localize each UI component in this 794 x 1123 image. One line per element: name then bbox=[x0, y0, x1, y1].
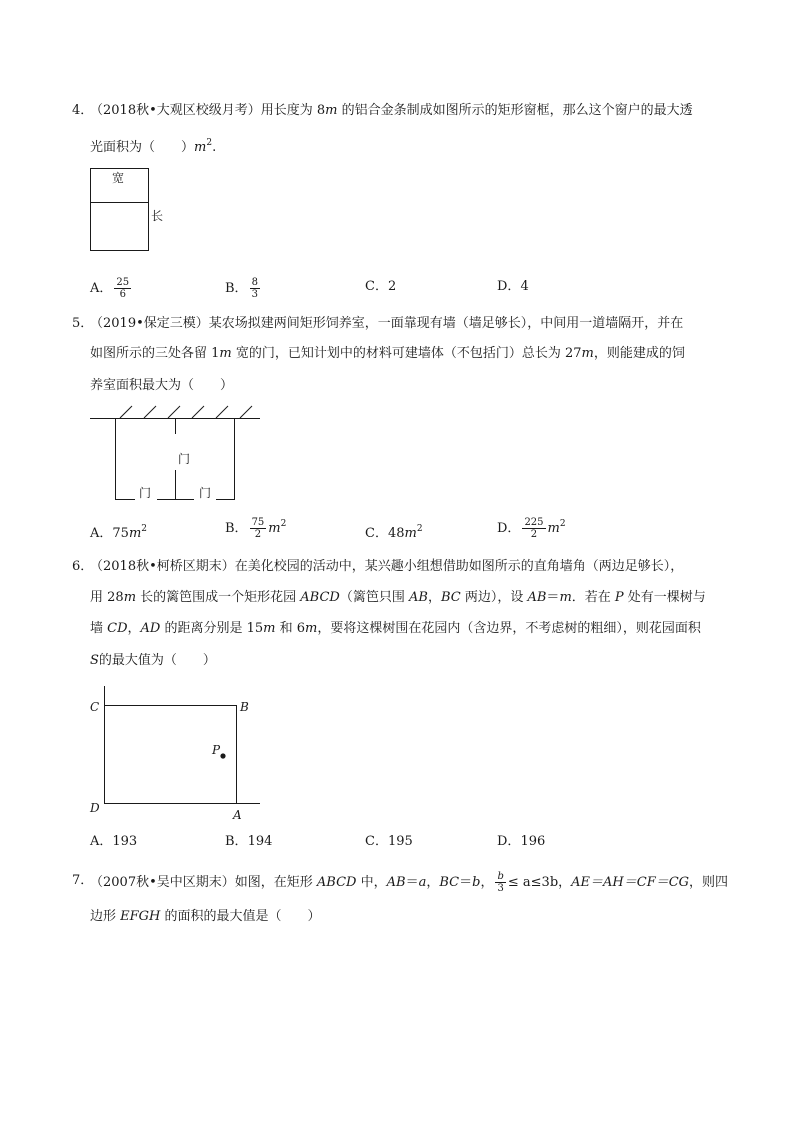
q6-stem-line-4: S的最大值为（ ） bbox=[90, 653, 216, 668]
q4-stem-line-2: 光面积为（ ）$m^2$. bbox=[90, 138, 217, 155]
q5-source: （2019•保定三模） bbox=[90, 316, 209, 331]
q6-option-c[interactable]: C．195 bbox=[365, 834, 413, 849]
q7-number: 7． bbox=[72, 873, 94, 888]
q4-label-wide: 宽 bbox=[112, 171, 125, 185]
q5-option-a[interactable]: A．$75m^2$ bbox=[90, 524, 147, 541]
q4-source: （2018秋•大观区校级月考） bbox=[90, 103, 261, 118]
q7-stem-line-1: （2007秋•吴中区期末）如图，在矩形 ABCD 中，AB＝a，BC＝b， $\frac{b}{3}$ ≤ a≤3b，AE＝AH＝CF＝CG，则四 bbox=[90, 871, 729, 894]
q4-label-long: 长 bbox=[151, 209, 164, 223]
q4-stem-line-1: （2018秋•大观区校级月考）用长度为 8m 的铝合金条制成如图所示的矩形窗框，那么这个窗户的最大透 bbox=[90, 103, 693, 118]
q4-number: 4． bbox=[72, 103, 94, 118]
q5-door-middle: 门 bbox=[178, 452, 191, 466]
q5-option-b[interactable]: B． $\frac{75}{2}$ $m^2$ bbox=[225, 517, 287, 540]
q6-label-b: B bbox=[240, 700, 249, 714]
q5-option-d[interactable]: D． $\frac{225}{2}$ $m^2$ bbox=[497, 517, 566, 540]
q7-stem-line-2: 边形 EFGH 的面积的最大值是（ ） bbox=[90, 909, 321, 924]
q5-option-d-fraction: $\frac{225}{2}$ bbox=[524, 517, 544, 540]
q4-option-b-fraction: $\frac{8}{3}$ bbox=[251, 277, 258, 300]
q4-window-figure bbox=[90, 168, 170, 252]
q7-source: （2007秋•吴中区期末） bbox=[90, 875, 235, 890]
q6-stem-line-3: 墙 CD，AD 的距离分别是 15m 和 6m，要将这棵树围在花园内（含边界，不考虑树的粗细），则花园面积 bbox=[90, 621, 701, 636]
q6-label-a: A bbox=[233, 808, 242, 822]
q6-option-b[interactable]: B．194 bbox=[225, 834, 273, 849]
q5-door-left: 门 bbox=[139, 486, 152, 500]
q6-source: （2018秋•柯桥区期末） bbox=[90, 559, 235, 574]
q5-wall-hatching bbox=[120, 406, 252, 418]
q5-stem-line-2: 如图所示的三处各留 1m 宽的门，已知计划中的材料可建墙体（不包括门）总长为 27m，则能建成的饲 bbox=[90, 346, 685, 361]
q6-number: 6． bbox=[72, 559, 94, 574]
q4-option-a-fraction: $\frac{25}{6}$ bbox=[116, 277, 130, 300]
q6-label-c: C bbox=[90, 700, 100, 714]
q5-room-walls bbox=[115, 418, 235, 500]
q6-option-a[interactable]: A．193 bbox=[90, 834, 138, 849]
q5-option-c[interactable]: C．$48m^2$ bbox=[365, 524, 423, 541]
q6-label-p: P bbox=[212, 743, 221, 757]
q4-option-d[interactable]: D．4 bbox=[497, 279, 529, 294]
q6-option-d[interactable]: D．196 bbox=[497, 834, 546, 849]
q5-stem-line-1: （2019•保定三模）某农场拟建两间矩形饲养室，一面靠现有墙（墙足够长），中间用一道墙隔开，并在 bbox=[90, 316, 684, 331]
q7-fraction: $\frac{b}{3}$ bbox=[497, 871, 504, 894]
q5-number: 5． bbox=[72, 316, 94, 331]
q5-door-right: 门 bbox=[199, 486, 212, 500]
q4-option-a[interactable]: A． $\frac{25}{6}$ bbox=[90, 277, 130, 300]
q5-option-b-fraction: $\frac{75}{2}$ bbox=[251, 517, 265, 540]
q6-garden-figure bbox=[86, 686, 266, 824]
q5-room-figure bbox=[90, 404, 270, 504]
q6-label-d: D bbox=[90, 801, 100, 815]
q6-stem-line-2: 用 28m 长的篱笆围成一个矩形花园 ABCD（篱笆只围 AB，BC 两边），设 AB＝m．若在 P 处有一棵树与 bbox=[90, 590, 706, 605]
q6-tree-point bbox=[220, 753, 225, 758]
q5-stem-line-3: 养室面积最大为（ ） bbox=[90, 378, 234, 393]
q6-stem-line-1: （2018秋•柯桥区期末）在美化校园的活动中，某兴趣小组想借助如图所示的直角墙角（两边足够长）， bbox=[90, 559, 684, 574]
q4-option-b[interactable]: B． $\frac{8}{3}$ bbox=[225, 277, 258, 300]
q4-option-c[interactable]: C．2 bbox=[365, 279, 397, 294]
